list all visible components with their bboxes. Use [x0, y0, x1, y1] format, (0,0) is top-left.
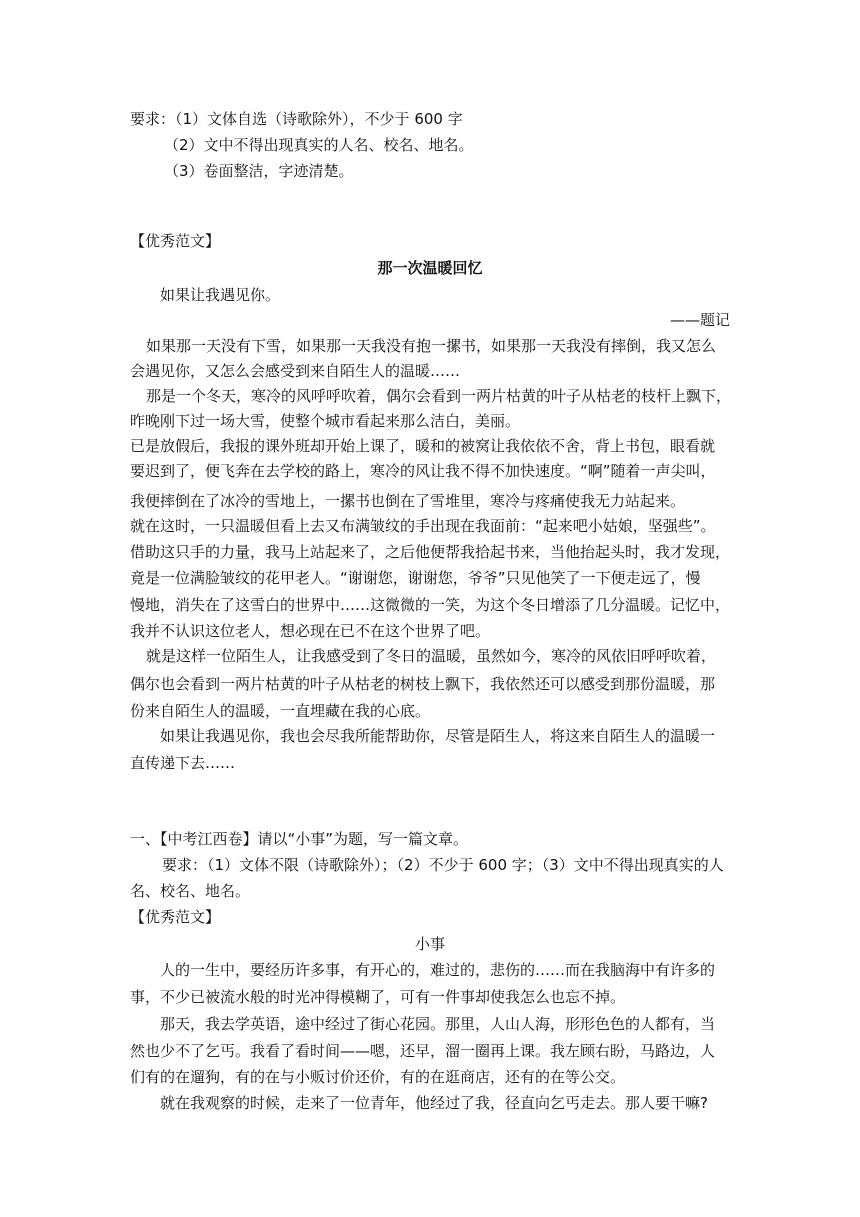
requirement-line-2: （2）文中不得出现真实的人名、校名、地名。 — [164, 136, 474, 154]
essay1-epigraph: 如果让我遇见你。 — [160, 286, 281, 304]
essay1-title: 那一次温暖回忆 — [377, 259, 483, 277]
essay1-line: 我并不认识这位老人，想必现在已不在这个世界了吧。 — [130, 622, 491, 640]
question2-section-label: 【优秀范文】 — [130, 908, 221, 926]
essay1-line: 慢地，消失在了这雪白的世界中……这微微的一笑，为这个冬日增添了几分温暖。记忆中， — [130, 596, 731, 614]
essay1-line: 会遇见你，又怎么会感受到来自陌生人的温暖…… — [130, 362, 461, 380]
essay1-line: 竟是一位满脸皱纹的花甲老人。“谢谢您，谢谢您，爷爷”只见他笑了一下便走远了，慢 — [130, 569, 701, 587]
essay1-line: 就是这样一位陌生人，让我感受到了冬日的温暖，虽然如今，寒冷的风依旧呼呼吹着， — [146, 647, 717, 665]
essay1-section-label: 【优秀范文】 — [130, 232, 221, 250]
question2-line: 们有的在遛狗，有的在与小贩讨价还价，有的在逛商店，还有的在等公交。 — [130, 1068, 626, 1086]
essay1-line: 我便摔倒在了冰冷的雪地上，一摞书也倒在了雪堆里，寒冷与疼痛使我无力站起来。 — [130, 492, 686, 510]
question2-title: 小事 — [414, 935, 445, 953]
question2-line: 那天，我去学英语，途中经过了街心花园。那里，人山人海，形形色色的人都有，当 — [160, 1015, 716, 1033]
requirement-line-1: 要求：（1）文体自选（诗歌除外），不少于 600 字 — [130, 110, 463, 128]
essay1-line: 就在这时，一只温暖但看上去又布满皱纹的手出现在我面前：“起来吧小姑娘，坚强些”。 — [130, 517, 716, 535]
requirement-line-3: （3）卷面整洁，字迹清楚。 — [164, 162, 354, 180]
question2-line: 然也少不了乞丐。我看了看时间——嗯，还早，溜一圈再上课。我左顾右盼，马路边，人 — [130, 1042, 716, 1060]
essay1-line: 如果让我遇见你，我也会尽我所能帮助你，尽管是陌生人，将这来自陌生人的温暖一 — [160, 727, 716, 745]
essay1-line: 那是一个冬天，寒冷的风呼呼吹着，偶尔会看到一两片枯黄的叶子从枯老的枝杆上飘下， — [146, 387, 732, 405]
essay1-line: 如果那一天没有下雪，如果那一天我没有抱一摞书，如果那一天我没有摔倒，我又怎么 — [146, 337, 717, 355]
question2-requirement-line-2: 名、校名、地名。 — [130, 882, 251, 900]
question2-prompt: 一、【中考江西卷】请以“小事”为题，写一篇文章。 — [130, 830, 469, 848]
question2-line: 人的一生中，要经历许多事，有开心的，难过的，悲伤的……而在我脑海中有许多的 — [160, 961, 716, 979]
question2-requirement-line-1: 要求：（1）文体不限（诗歌除外）；（2）不少于 600 字；（3）文中不得出现真实的人 — [162, 856, 724, 874]
essay1-line: 偶尔也会看到一两片枯黄的叶子从枯老的树枝上飘下，我依然还可以感受到那份温暖，那 — [130, 675, 716, 693]
essay1-line: 份来自陌生人的温暖，一直埋藏在我的心底。 — [130, 702, 431, 720]
essay1-line: 已是放假后，我报的课外班却开始上课了，暖和的被窝让我依依不舍，背上书包，眼看就 — [130, 437, 716, 455]
essay1-line: 昨晚刚下过一场大雪，使整个城市看起来那么洁白，美丽。 — [130, 412, 521, 430]
essay1-line: 直传递下去…… — [130, 754, 236, 772]
essay1-epigraph-note: ——题记 — [669, 311, 730, 329]
question2-line: 事，不少已被流水般的时光冲得模糊了，可有一件事却使我怎么也忘不掉。 — [130, 988, 626, 1006]
question2-line: 就在我观察的时候，走来了一位青年，他经过了我，径直向乞丐走去。那人要干嘛? — [160, 1094, 708, 1112]
essay1-line: 借助这只手的力量，我马上站起来了，之后他便帮我拾起书来，当他抬起头时，我才发现， — [130, 543, 731, 561]
essay1-line: 要迟到了，便飞奔在去学校的路上，寒冷的风让我不得不加快速度。“啊”随着一声尖叫， — [130, 462, 716, 480]
